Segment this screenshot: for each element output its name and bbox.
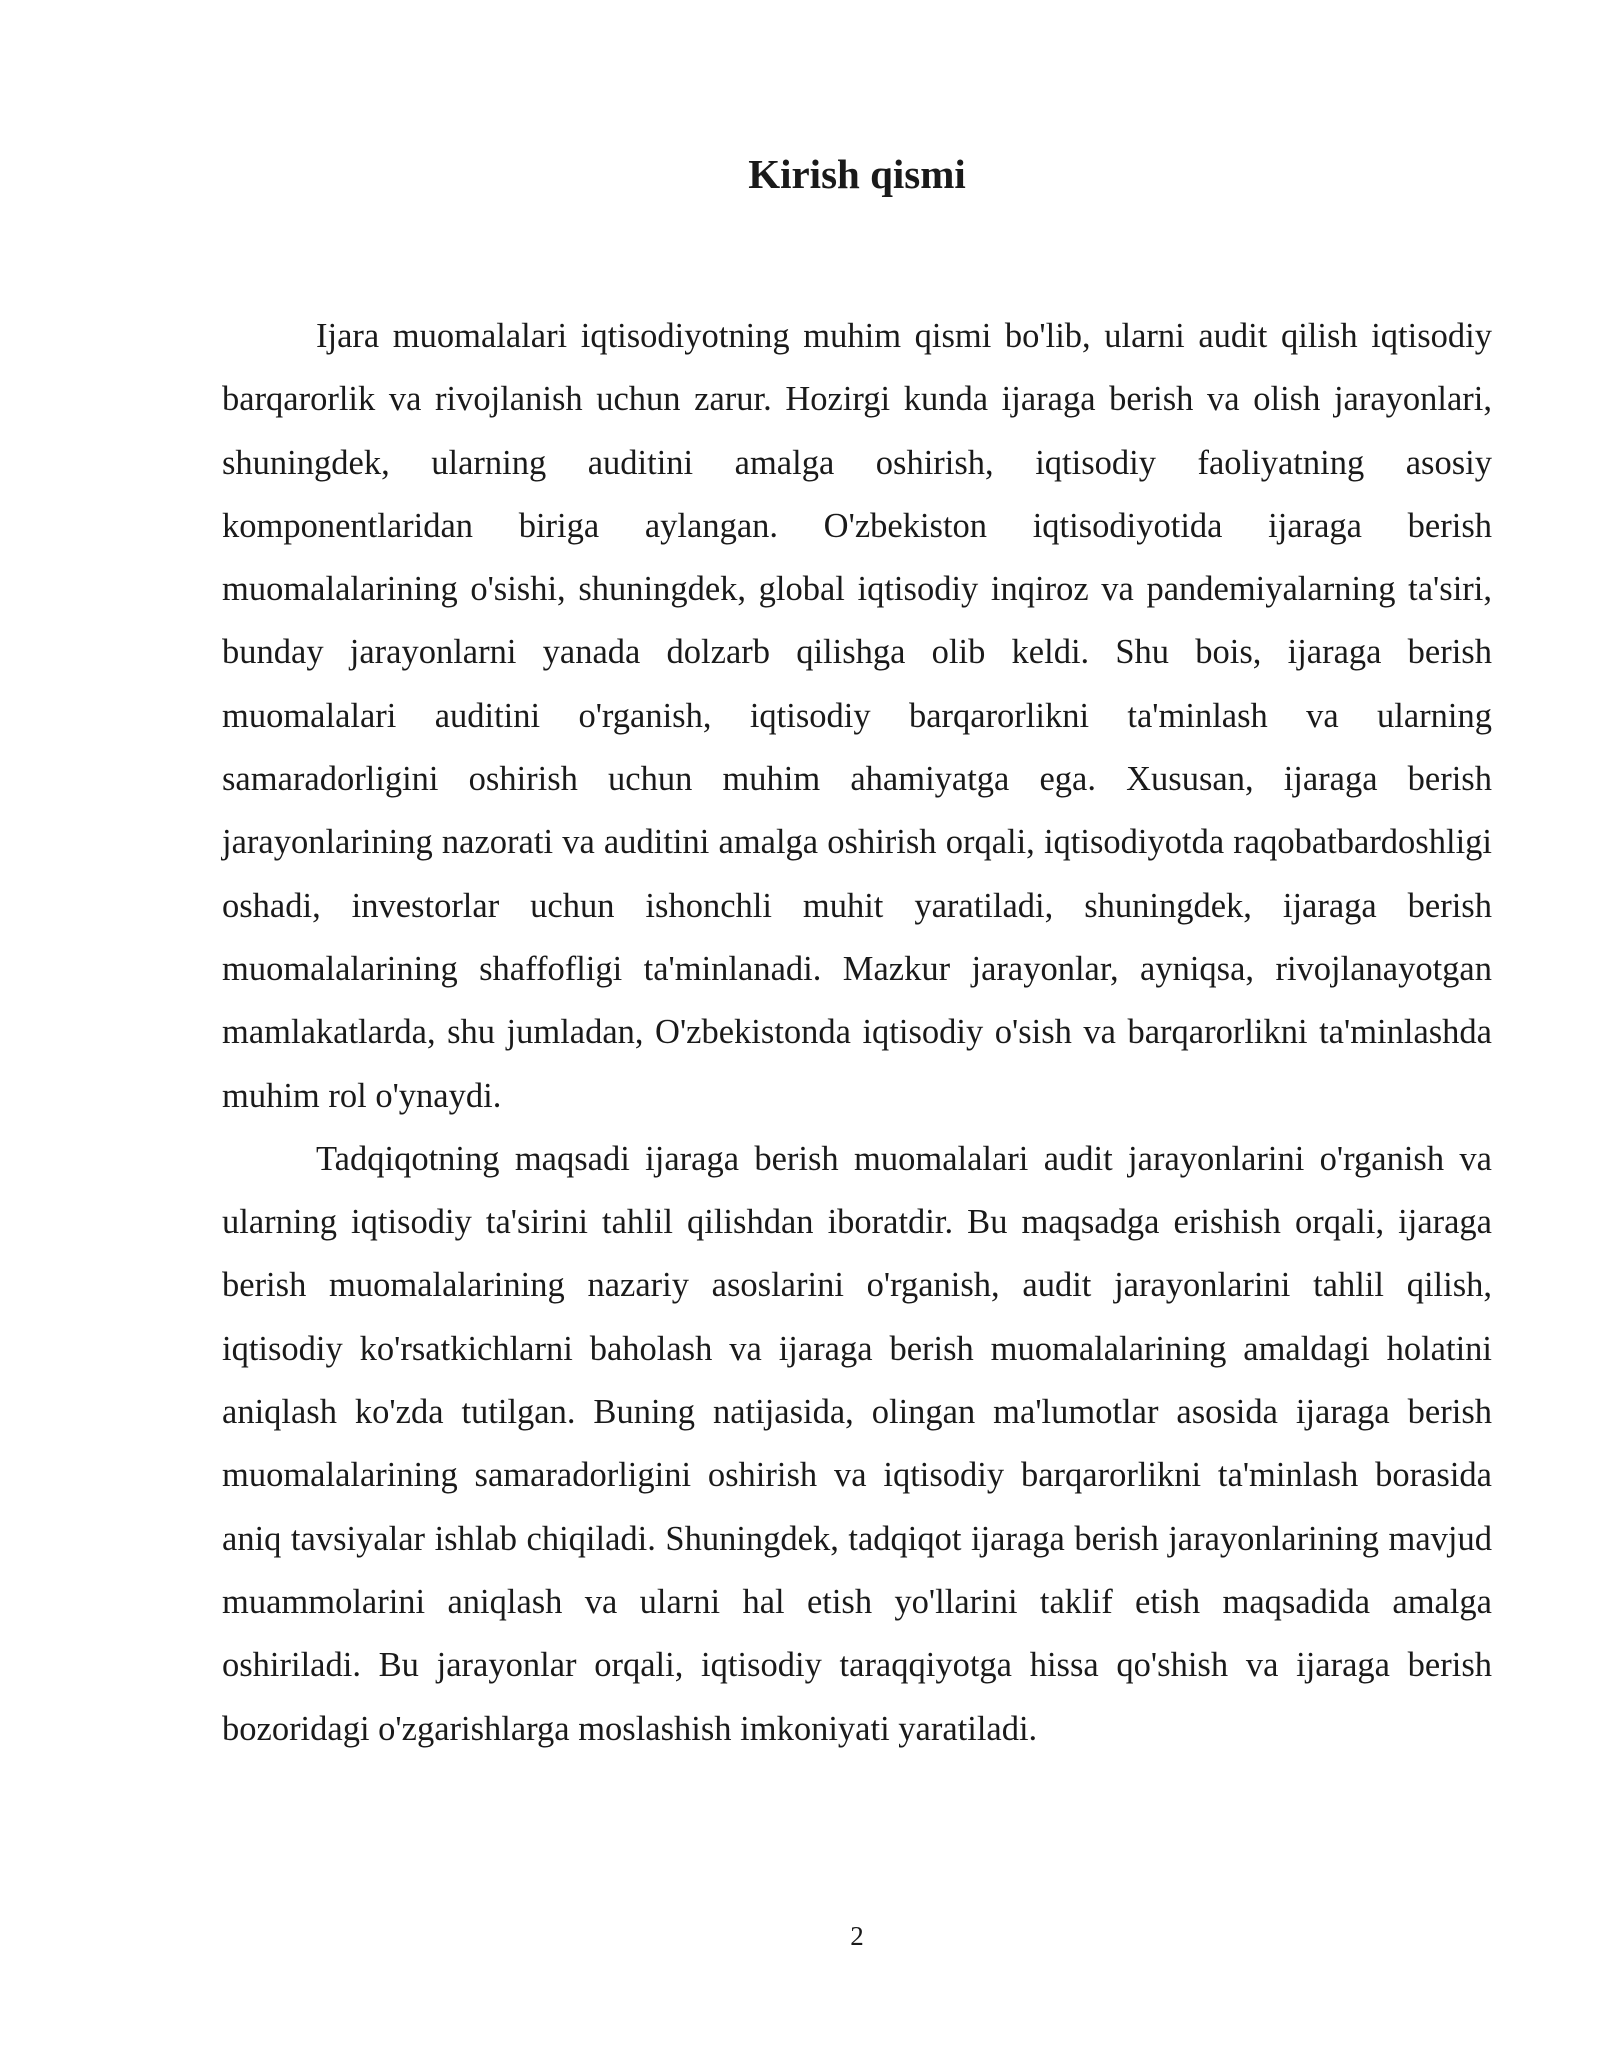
paragraph-introduction: Ijara muomalalari iqtisodiyotning muhim qismi bo'lib, ularni audit qilish iqtisodiy barqarorlik va rivojlanish uchun zarur. Hozirgi kunda ijaraga berish va olish jarayonlari, shuningdek, ularning auditini amalga oshirish, iqtisodiy faoliyatning asosiy komponentlaridan biriga aylangan. O'zbekiston iqtisodiyotida ijaraga berish muomalalarining o'sishi, shuningdek, global iqtisodiy inqiroz va pandemiyalarning ta'siri, bunday jarayonlarni yanada dolzarb qilishga olib keldi. Shu bois, ijaraga berish muomalalari auditini o'rganish, iqtisodiy barqarorlikni ta'minlash va ularning samaradorligini oshirish uchun muhim ahamiyatga ega. Xususan, ijaraga berish jarayonlarining nazorati va auditini amalga oshirish orqali, iqtisodiyotda raqobatbardoshligi oshadi, investorlar uchun ishonchli muhit yaratiladi, shuningdek, ijaraga berish muomalalarining shaffofligi ta'minlanadi. Mazkur jarayonlar, ayniqsa, rivojlanayotgan mamlakatlarda, shu jumladan, O'zbekistonda iqtisodiy o'sish va barqarorlikni ta'minlashda muhim rol o'ynaydi. — [222, 317, 1492, 1115]
document-body — [222, 305, 1492, 1761]
paragraph-research-goal: Tadqiqotning maqsadi ijaraga berish muomalalari audit jarayonlarini o'rganish va ularning iqtisodiy ta'sirini tahlil qilishdan iboratdir. Bu maqsadga erishish orqali, ijaraga berish muomalalarining nazariy asoslarini o'rganish, audit jarayonlarini tahlil qilish, iqtisodiy ko'rsatkichlarni baholash va ijaraga berish muomalalarining amaldagi holatini aniqlash ko'zda tutilgan. Buning natijasida, olingan ma'lumotlar asosida ijaraga berish muomalalarining samaradorligini oshirish va iqtisodiy barqarorlikni ta'minlash borasida aniq tavsiyalar ishlab chiqiladi. Shuningdek, tadqiqot ijaraga berish jarayonlarining mavjud muammolarini aniqlash va ularni hal etish yo'llarini taklif etish maqsadida amalga oshiriladi. Bu jarayonlar orqali, iqtisodiy taraqqiyotga hissa qo'shish va ijaraga berish bozoridagi o'zgarishlarga moslashish imkoniyati yaratiladi. — [222, 1139, 1492, 1748]
page-title: Kirish qismi — [748, 151, 966, 197]
page-number: 2 — [850, 1921, 864, 1951]
